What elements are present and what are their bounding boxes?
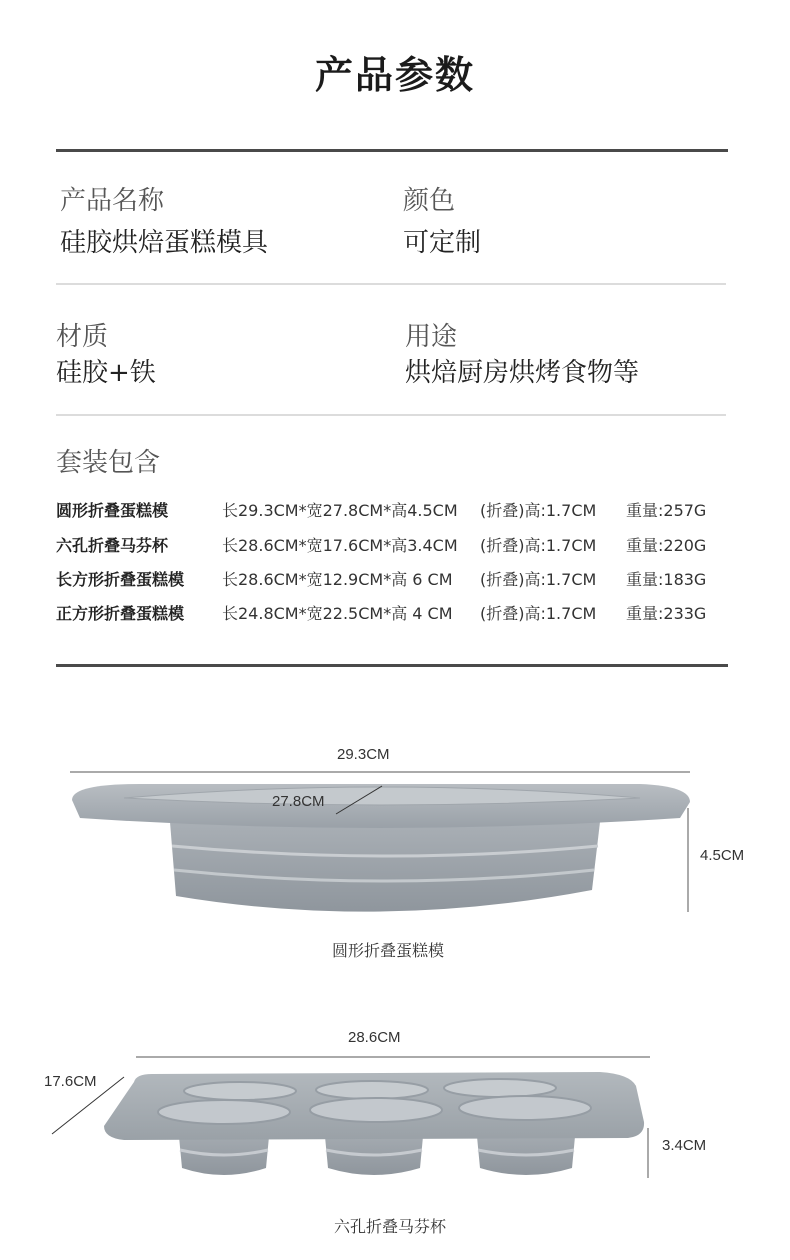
set-item-folded: (折叠)高:1.7CM [480,604,597,623]
param-name-label: 产品名称 [60,186,165,216]
param-color-label: 颜色 [403,186,456,216]
param-color-value: 可定制 [403,228,482,258]
param-material-label: 材质 [56,322,109,352]
round-pan-caption: 圆形折叠蛋糕模 [332,941,445,960]
set-item-name: 圆形折叠蛋糕模 [56,501,169,520]
round-pan-height-label: 4.5CM [700,847,745,864]
param-usage-value: 烘焙厨房烘烤食物等 [405,358,640,388]
muffin-well [158,1100,290,1124]
muffin-well [184,1082,296,1100]
muffin-tray-caption: 六孔折叠马芬杯 [334,1217,447,1236]
set-item-folded: (折叠)高:1.7CM [480,570,597,589]
set-item-folded: (折叠)高:1.7CM [480,536,597,555]
set-item-folded: (折叠)高:1.7CM [480,501,597,520]
muffin-well [310,1098,442,1122]
muffin-well [316,1081,428,1099]
muffin-well [459,1096,591,1120]
set-item-weight: 重量:257G [626,501,707,520]
muffin-tray-length-label: 28.6CM [348,1029,401,1046]
set-item-name: 正方形折叠蛋糕模 [56,604,185,623]
set-item-weight: 重量:233G [626,604,707,623]
round-cake-pan-image [70,772,690,912]
param-usage-label: 用途 [405,322,458,352]
set-heading: 套装包含 [56,448,161,478]
set-item-weight: 重量:220G [626,536,707,555]
page-title: 产品参数 [314,53,475,97]
round-pan-length-label: 29.3CM [337,746,390,763]
set-item-size: 长29.3CM*宽27.8CM*高4.5CM [222,501,458,520]
round-pan-width-label: 27.8CM [272,793,325,810]
pan-body [170,822,600,912]
set-item-size: 长28.6CM*宽17.6CM*高3.4CM [222,536,458,555]
set-item-size: 长24.8CM*宽22.5CM*高 4 CM [222,604,453,623]
set-item-weight: 重量:183G [626,570,707,589]
muffin-tray-width-label: 17.6CM [44,1073,97,1090]
muffin-tray-height-label: 3.4CM [662,1137,707,1154]
param-material-value: 硅胶+铁 [56,358,156,388]
muffin-well [444,1079,556,1097]
set-item-name: 六孔折叠马芬杯 [56,536,169,555]
param-name-value: 硅胶烘焙蛋糕模具 [60,228,269,258]
muffin-tray-image [52,1057,650,1178]
set-item-name: 长方形折叠蛋糕模 [56,570,185,589]
set-item-size: 长28.6CM*宽12.9CM*高 6 CM [222,570,453,589]
